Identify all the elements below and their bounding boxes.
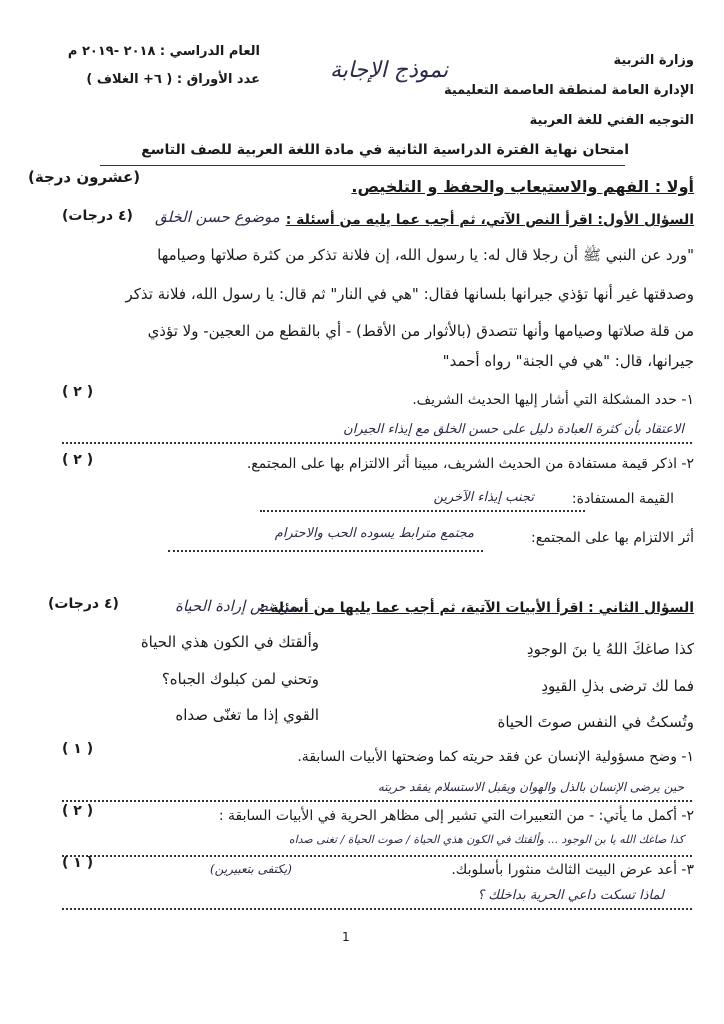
verse-left: وألقتك في الكون هذي الحياة — [140, 633, 319, 651]
q2-sub1-mark: ( ١ ) — [62, 741, 94, 757]
answer-line — [62, 855, 692, 857]
q1-value-answer: تجنب إيذاء الآخرين — [433, 490, 534, 505]
q2-sub3-answer: لماذا تسكت داعي الحرية بداخلك ؟ — [477, 888, 664, 903]
q2-hand-topic: من نص إرادة الحياة — [175, 597, 297, 615]
q2-marks: (٤ درجات) — [48, 596, 119, 612]
q1-text-line: جيرانها، قال: "هي في الجنة" رواه أحمد" — [442, 352, 694, 370]
q2-sub1-answer: حين يرضى الإنسان بالذل والهوان ويقبل الاستسلام يفقد حريته — [377, 780, 684, 794]
answer-line — [260, 510, 585, 512]
q2-sub2-note: (يكتفى بتعبيرين) — [210, 862, 292, 876]
q1-hand-topic: موضوع حسن الخلق — [155, 208, 280, 226]
q2-title: السؤال الثاني : اقرأ الأبيات الآتية، ثم أجب عما يليها من أسئلة : — [259, 600, 694, 616]
q2-sub2-answer: كذا صاغك الله يا بن الوجود ... وألقتك في الكون هذي الحياة / صوت الحياة / تغنى صداه — [288, 833, 684, 846]
q1-effect-label: أثر الالتزام بها على المجتمع: — [530, 530, 694, 546]
q1-marks: (٤ درجات) — [62, 208, 133, 224]
answer-model-stamp: نموذج الإجابة — [330, 58, 449, 83]
q2-sub3-question: ٣- أعد عرض البيت الثالث منثورا بأسلوبك. — [451, 862, 694, 878]
section-title: أولا : الفهم والاستيعاب والحفظ و التلخيص. — [351, 177, 694, 196]
section-marks: (عشرون درجة) — [28, 168, 141, 186]
papers-count: عدد الأوراق : ( ٦+ الغلاف ) — [86, 72, 260, 87]
verse-right: وتُسكتُ في النفس صوتَ الحياة — [497, 713, 694, 731]
title-rule — [100, 165, 625, 166]
q1-effect-answer: مجتمع مترابط يسوده الحب والاحترام — [274, 526, 474, 541]
q2-sub2-mark: ( ٢ ) — [62, 803, 94, 819]
q2-sub2-question: ٢- أكمل ما يأتي: - من التعبيرات التي تشير إلى مظاهر الحرية في الأبيات السابقة : — [218, 808, 694, 824]
q1-value-label: القيمة المستفادة: — [571, 491, 674, 507]
school-year: العام الدراسي : ٢٠١٨ -٢٠١٩ م — [67, 44, 260, 59]
verse-left: وتحني لمن كبلوك الجباه؟ — [161, 670, 319, 688]
verse-right: فما لك ترضى بذلِ القيودِ — [541, 677, 694, 695]
guidance-name: التوجيه الفني للغة العربية — [529, 113, 694, 128]
q1-sub2-question: ٢- اذكر قيمة مستفادة من الحديث الشريف، مبينا أثر الالتزام بها على المجتمع. — [246, 456, 694, 472]
verse-left: القوي إذا ما تغنّى صداه — [175, 706, 319, 724]
q2-sub3-mark: ( ١ ) — [62, 855, 94, 871]
q1-sub2-mark: ( ٢ ) — [62, 452, 94, 468]
q1-text-line: من قلة صلاتها وصيامها وأنها تتصدق (بالأثوار من الأقط) - أي بالقطع من العجين- ولا تؤذي — [147, 322, 694, 340]
q1-sub1-mark: ( ٢ ) — [62, 384, 94, 400]
q1-sub1-answer: الاعتقاد بأن كثرة العبادة دليل على حسن الخلق مع إيذاء الجيران — [343, 422, 684, 437]
q1-title: السؤال الأول: اقرأ النص الآتي، ثم أجب عما يليه من أسئلة : — [285, 212, 694, 228]
verse-right: كذا صاغكَ اللهُ يا بنَ الوجودِ — [526, 640, 694, 658]
exam-title: امتحان نهاية الفترة الدراسية الثانية في مادة اللغة العربية للصف التاسع — [141, 142, 629, 158]
q1-text-line: وصدقتها غير أنها تؤذي جيرانها بلسانها فقال: "هي في النار" ثم قال: يا رسول الله، فلانة تذكر — [125, 285, 694, 303]
answer-line — [62, 442, 692, 444]
q1-text-line: "ورد عن النبي ﷺ أن رجلا قال له: يا رسول الله، إن فلانة تذكر من كثرة صلاتها وصيامها — [157, 246, 694, 264]
answer-line — [62, 800, 692, 802]
answer-line — [168, 550, 483, 552]
directorate-name: الإدارة العامة لمنطقة العاصمة التعليمية — [443, 83, 694, 98]
answer-line — [62, 908, 692, 910]
ministry-name: وزارة التربية — [613, 53, 694, 68]
q2-sub1-question: ١- وضح مسؤولية الإنسان عن فقد حريته كما وضحتها الأبيات السابقة. — [297, 749, 694, 765]
page-number: 1 — [342, 930, 350, 944]
q1-sub1-question: ١- حدد المشكلة التي أشار إليها الحديث الشريف. — [412, 392, 694, 408]
